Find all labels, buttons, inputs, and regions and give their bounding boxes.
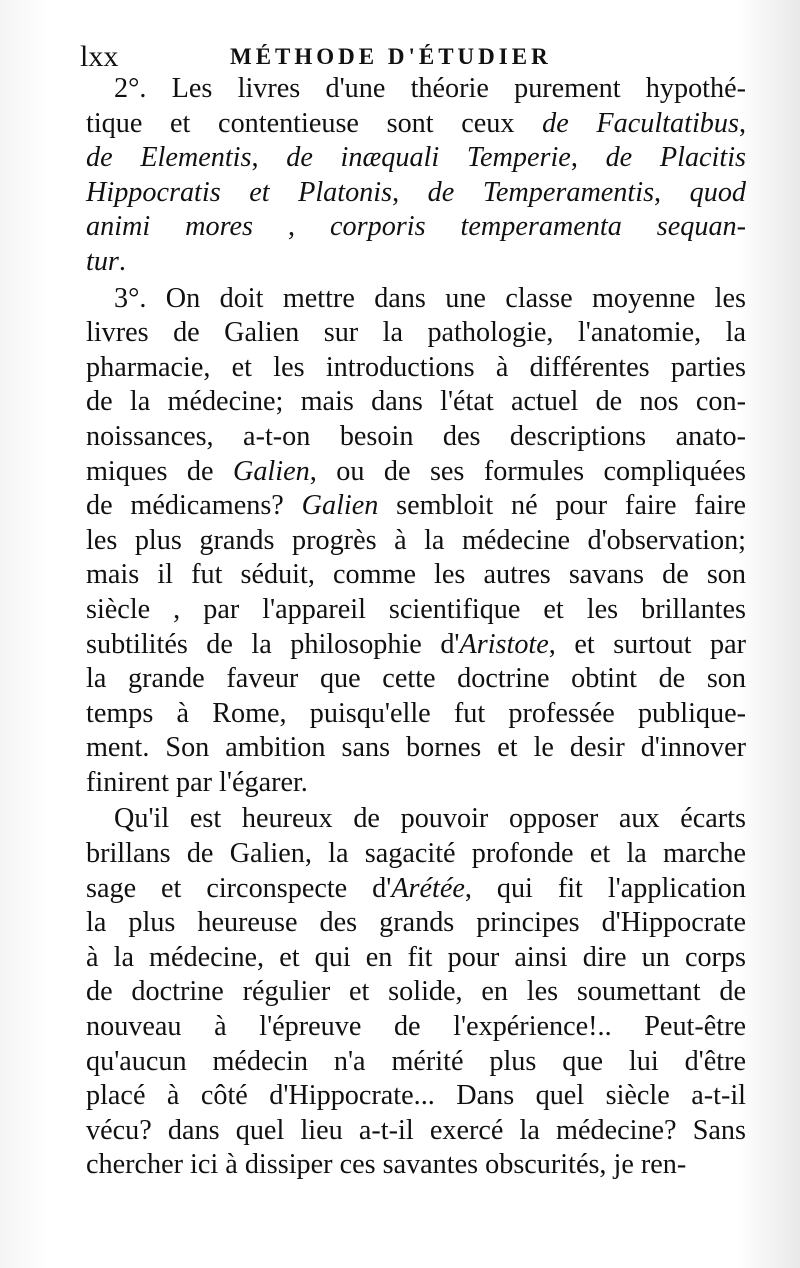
text-line: 3°. On doit mettre dans une classe moyenne les — [114, 282, 746, 314]
italic-text: de Elementis — [86, 142, 252, 174]
text-line: pharmacie, et les introductions à différentes parties — [86, 351, 746, 383]
italic-text: animi mores — [86, 211, 254, 243]
text-line: Qu'il est heureux de pouvoir opposer aux écarts — [114, 803, 746, 835]
text-line: vécu? dans quel lieu a-t-il exercé la médecine? Sans — [86, 1114, 746, 1146]
text-line: de Elementis, de inæquali Temperie, de Placitis — [86, 142, 747, 174]
text-line: temps à Rome, puisqu'elle fut professée publique- — [86, 697, 746, 729]
italic-text: de Placitis — [605, 142, 747, 174]
italic-text: Aristote — [459, 628, 549, 660]
paragraph — [86, 802, 746, 1183]
italic-text: Galien — [232, 455, 310, 487]
text-line: finirent par l'égarer. — [86, 766, 308, 798]
running-title: MÉTHODE D'ÉTUDIER — [230, 44, 552, 69]
text-line: la grande faveur que cette doctrine obtint de son — [86, 663, 746, 695]
italic-text: corporis temperamenta sequan- — [330, 211, 747, 243]
text-line: subtilités de la philosophie d'Aristote, et surtout par — [86, 628, 747, 660]
text-line: nouveau à l'épreuve de l'expérience!.. Peut-être — [86, 1011, 746, 1043]
text-line: tur. — [86, 245, 126, 277]
text-line: noissances, a-t-on besoin des descriptions anato- — [86, 420, 746, 452]
italic-text: tur — [86, 245, 119, 277]
text-line: tique et contentieuse sont ceux de Facultatibus, — [86, 107, 746, 139]
text-line: placé à côté d'Hippocrate... Dans quel siècle a-t-il — [86, 1080, 746, 1112]
body-text — [86, 72, 746, 1183]
text-line: 2°. Les livres d'une théorie purement hypothé- — [114, 73, 746, 104]
italic-text: Galien — [301, 490, 379, 522]
text-line: les plus grands progrès à la médecine d'observation; — [86, 524, 746, 556]
text-line: chercher ici à dissiper ces savantes obscurités, je ren- — [86, 1149, 687, 1181]
text-line: qu'aucun médecin n'a mérité plus que lui d'être — [86, 1045, 746, 1077]
italic-text: de Facultatibus — [542, 107, 739, 139]
page-number: lxx — [80, 40, 119, 73]
paragraph — [86, 282, 746, 801]
text-line: Hippocratis et Platonis, de Temperamentis, quod — [86, 176, 747, 208]
text-line: de doctrine régulier et solide, en les soumettant de — [86, 976, 746, 1008]
text-line: livres de Galien sur la pathologie, l'anatomie, la — [86, 317, 746, 349]
text-line: brillans de Galien, la sagacité profonde et la marche — [86, 838, 746, 870]
text-line: de médicamens? Galien sembloit né pour faire faire — [86, 490, 746, 522]
text-line: à la médecine, et qui en fit pour ainsi dire un corps — [86, 941, 746, 973]
text-line: ment. Son ambition sans bornes et le desir d'innover — [86, 732, 746, 764]
italic-text: quod — [689, 176, 747, 208]
italic-text: Hippocratis et Platonis — [86, 176, 393, 208]
italic-text: Arétée — [391, 872, 465, 904]
text-line: de la médecine; mais dans l'état actuel de nos con- — [86, 386, 746, 418]
text-line: mais il fut séduit, comme les autres savans de son — [86, 559, 746, 591]
italic-text: de Temperamentis — [427, 176, 655, 208]
text-line: sage et circonspecte d'Arétée, qui fit l'application — [86, 872, 746, 904]
paragraph — [86, 72, 746, 280]
text-line: animi mores , corporis temperamenta sequan- — [86, 211, 747, 243]
italic-text: de inæquali Temperie — [286, 142, 571, 174]
text-line: siècle , par l'appareil scientifique et les brillantes — [86, 593, 746, 625]
text-line: miques de Galien, ou de ses formules compliquées — [86, 455, 747, 487]
text-line: la plus heureuse des grands principes d'Hippocrate — [86, 907, 746, 939]
